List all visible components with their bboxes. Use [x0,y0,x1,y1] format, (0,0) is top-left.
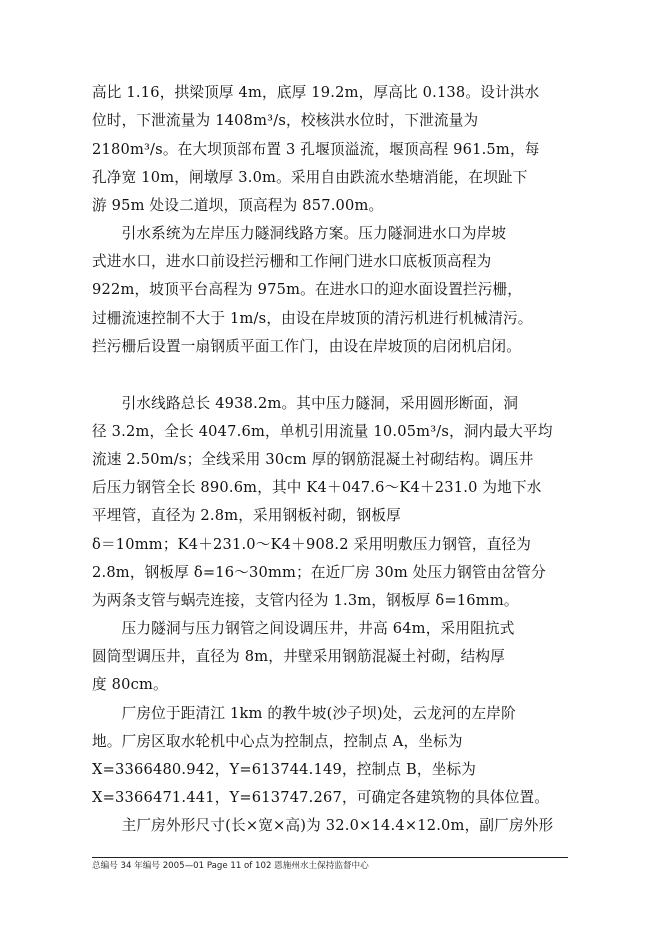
text-line: X=3366480.942，Y=613744.149，控制点 B，坐标为 [92,761,477,778]
text-line: 游 95m 处设二道坝，顶高程为 857.00m。 [92,197,384,214]
text-line: 922m，坡顶平台高程为 975m。在进水口的迎水面设置拦污栅， [92,281,523,298]
text-line: 位时，下泄流量为 1408m³/s，校核洪水位时，下泄流量为 [92,112,479,129]
text-line: 径 3.2m，全长 4047.6m，单机引用流量 10.05m³/s，洞内最大平均 [92,423,553,440]
text-line: 式进水口，进水口前设拦污栅和工作闸门进水口底板顶高程为 [92,253,492,270]
text-line: 拦污栅后设置一扇钢质平面工作门，由设在岸坡顶的启闭机启闭。 [92,338,522,355]
text-line: 压力隧洞与压力钢管之间设调压井，井高 64m，采用阻抗式 [92,620,515,637]
text-line: 2.8m，钢板厚 δ=16～30mm；在近厂房 30m 处压力钢管由岔管分 [92,564,546,581]
text-line: 度 80cm。 [92,676,168,693]
text-line: 高比 1.16，拱梁顶厚 4m，底厚 19.2m，厚高比 0.138。设计洪水 [92,84,540,101]
text-line: 引水系统为左岸压力隧洞线路方案。压力隧洞进水口为岸坡 [92,225,507,242]
text-line: 地。厂房区取水轮机中心点为控制点，控制点 A，坐标为 [92,733,463,750]
text-line: 引水线路总长 4938.2m。其中压力隧洞，采用圆形断面，洞 [92,395,519,412]
text-line: 过栅流速控制不大于 1m/s，由设在岸坡顶的清污机进行机械清污。 [92,310,533,327]
text-line: 为两条支管与蜗壳连接，支管内径为 1.3m，钢板厚 δ=16mm。 [92,592,519,609]
text-line: 2180m³/s。在大坝顶部布置 3 孔堰顶溢流，堰顶高程 961.5m，每 [92,141,540,158]
text-line: 平埋管，直径为 2.8m，采用钢板衬砌，钢板厚 [92,507,401,524]
text-line: 主厂房外形尺寸(长×宽×高)为 32.0×14.4×12.0m，副厂房外形 [92,817,554,834]
text-line: 流速 2.50m/s；全线采用 30cm 厚的钢筋混凝土衬砌结构。调压井 [92,451,534,468]
text-line: 后压力钢管全长 890.6m，其中 K4＋047.6～K4＋231.0 为地下水 [92,479,542,496]
text-line: X=3366471.441，Y=613747.267，可确定各建筑物的具体位置。 [92,789,550,806]
text-line: 厂房位于距清江 1km 的教牛坡(沙子坝)处，云龙河的左岸阶 [92,705,516,722]
footer-divider [92,857,568,858]
text-line: δ＝10mm；K4＋231.0～K4＋908.2 采用明敷压力钢管，直径为 [92,536,532,553]
text-line: 圆筒型调压井，直径为 8m，井壁采用钢筋混凝土衬砌，结构厚 [92,648,506,665]
page-footer: 总编号 34 年编号 2005—01 Page 11 of 102 恩施州水土保持监督中心 [92,861,369,871]
text-line: 孔净宽 10m，闸墩厚 3.0m。采用自由跌流水垫塘消能，在坝趾下 [92,169,528,186]
